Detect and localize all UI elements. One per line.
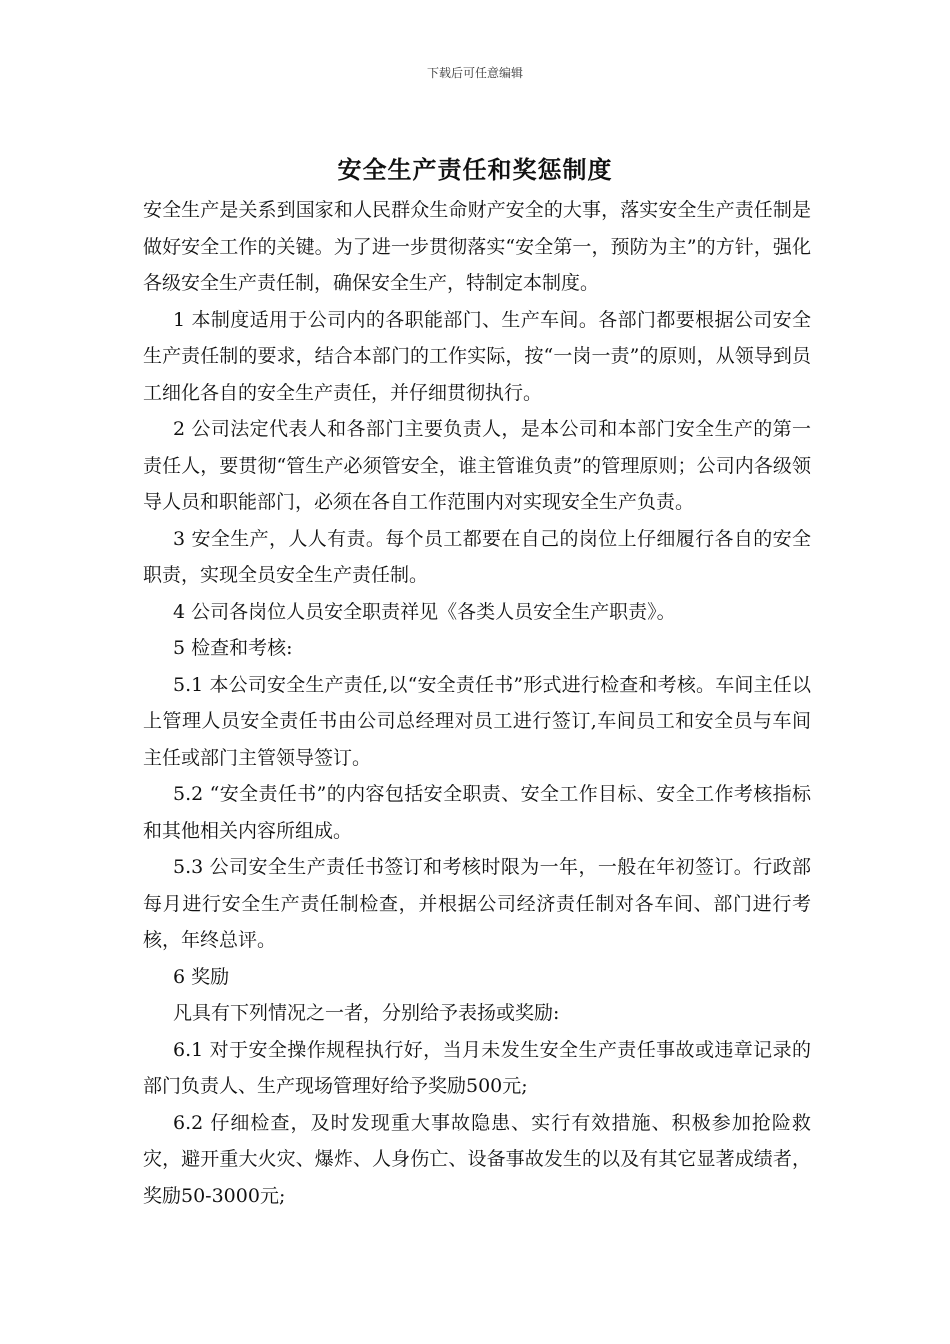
paragraph-6-2: 6.2 仔细检查，及时发现重大事故隐患、实行有效措施、积极参加抢险救灾，避开重大火灾、爆炸、人身伤亡、设备事故发生的以及有其它显著成绩者，奖励50-3000元; <box>143 1111 811 1207</box>
paragraph-intro: 安全生产是关系到国家和人民群众生命财产安全的大事，落实安全生产责任制是做好安全工作的关键。为了进一步贯彻落实“安全第一，预防为主”的方针，强化各级安全生产责任制，确保安全生产，特制定本制度。 <box>143 199 811 294</box>
document-title: 安全生产责任和奖惩制度 <box>337 155 613 184</box>
paragraph-2: 2 公司法定代表人和各部门主要负责人，是本公司和本部门安全生产的第一责任人，要贯彻“管生产必须管安全，谁主管谁负责”的管理原则；公司内各级领导人员和职能部门，必须在各自工作范围内对实现安全生产负责。 <box>143 418 811 513</box>
paragraph-5-1: 5.1 本公司安全生产责任,以“安全责任书”形式进行检查和考核。车间主任以上管理人员安全责任书由公司总经理对员工进行签订,车间员工和安全员与车间主任或部门主管领导签订。 <box>143 673 811 769</box>
paragraph-6-1: 6.1 对于安全操作规程执行好，当月未发生安全生产责任事故或违章记录的部门负责人、生产现场管理好给予奖励500元; <box>143 1038 811 1097</box>
paragraph-3: 3 安全生产，人人有责。每个员工都要在自己的岗位上仔细履行各自的安全职责，实现全员安全生产责任制。 <box>143 527 811 586</box>
paragraph-5: 5 检查和考核: <box>173 637 293 659</box>
header-note: 下载后可任意编辑 <box>426 66 523 80</box>
paragraph-6-intro: 凡具有下列情况之一者，分别给予表扬或奖励: <box>173 1002 560 1024</box>
paragraph-6: 6 奖励 <box>173 965 230 988</box>
paragraph-5-2: 5.2 “安全责任书”的内容包括安全职责、安全工作目标、安全工作考核指标和其他相关内容所组成。 <box>143 783 811 842</box>
document-body <box>143 192 811 1214</box>
paragraph-1: 1 本制度适用于公司内的各职能部门、生产车间。各部门都要根据公司安全生产责任制的要求，结合本部门的工作实际，按“一岗一责”的原则，从领导到员工细化各自的安全生产责任，并仔细贯彻执行。 <box>143 308 811 404</box>
paragraph-5-3: 5.3 公司安全生产责任书签订和考核时限为一年，一般在年初签订。行政部每月进行安全生产责任制检查，并根据公司经济责任制对各车间、部门进行考核，年终总评。 <box>143 856 811 951</box>
paragraph-4: 4 公司各岗位人员安全职责祥见《各类人员安全生产职责》。 <box>173 600 676 623</box>
